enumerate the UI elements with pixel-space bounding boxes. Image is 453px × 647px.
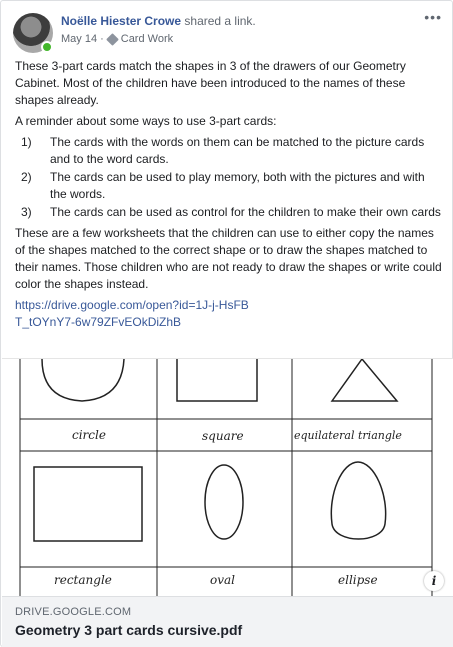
list-item-text: The cards with the words on them can be matched to the picture cards and to the word cards. bbox=[50, 135, 425, 166]
list-item bbox=[21, 134, 443, 168]
post-body bbox=[15, 58, 443, 331]
list-number: 2) bbox=[21, 170, 32, 184]
post-header bbox=[13, 11, 442, 51]
post-paragraph: These 3-part cards match the shapes in 3 of the drawers of our Geometry Cabinet. Most of the children have been introduced to the names of these shapes already. bbox=[15, 59, 406, 107]
list-item-text: The cards can be used as control for the children to make their own cards bbox=[50, 205, 441, 219]
online-status-dot bbox=[41, 41, 53, 53]
meta-separator: · bbox=[100, 33, 104, 45]
link-preview-image[interactable] bbox=[2, 358, 453, 596]
shared-action-text: shared a link. bbox=[184, 14, 256, 28]
link-preview-footer[interactable] bbox=[2, 596, 453, 647]
link-title[interactable]: Geometry 3 part cards cursive.pdf bbox=[15, 622, 243, 638]
info-icon[interactable]: i bbox=[424, 571, 444, 591]
list-number: 3) bbox=[21, 205, 32, 219]
label-ellipse: ellipse bbox=[338, 573, 378, 587]
shared-link[interactable]: https://drive.google.com/open?id=1J-j-HsFBT_tOYnY7-6w79ZFvEOkDiZhB bbox=[15, 298, 249, 329]
link-domain: DRIVE.GOOGLE.COM bbox=[15, 606, 132, 618]
more-options-icon[interactable]: ••• bbox=[424, 9, 442, 25]
circle-shape bbox=[42, 359, 124, 401]
post-meta bbox=[61, 32, 173, 46]
list-item bbox=[21, 204, 443, 221]
post-paragraph: A reminder about some ways to use 3-part cards: bbox=[15, 114, 277, 128]
triangle-shape bbox=[332, 359, 397, 401]
label-circle: circle bbox=[72, 428, 106, 442]
worksheet-preview bbox=[2, 359, 453, 596]
ellipse-shape bbox=[331, 462, 385, 539]
group-name[interactable]: Card Work bbox=[120, 33, 174, 45]
list-number: 1) bbox=[21, 135, 32, 149]
oval-shape bbox=[205, 465, 243, 539]
post-paragraph: These are a few worksheets that the children can use to either copy the names of the shapes matched to the correct shape or to draw the shapes matched to their names. Those children who are not ready to draw the shapes or write could color the shapes instead. bbox=[15, 226, 442, 291]
post-date[interactable]: May 14 bbox=[61, 33, 98, 45]
square-shape bbox=[177, 359, 257, 401]
group-icon bbox=[106, 33, 119, 46]
list-item-text: The cards can be used to play memory, both with the pictures and with the words. bbox=[50, 170, 425, 201]
usage-list bbox=[15, 134, 443, 221]
label-equilateral-triangle: equilateral triangle bbox=[294, 429, 402, 442]
label-rectangle: rectangle bbox=[54, 573, 112, 587]
author-name[interactable]: Noëlle Hiester Crowe bbox=[61, 14, 182, 28]
list-item bbox=[21, 169, 443, 203]
rectangle-shape bbox=[34, 467, 142, 541]
label-square: square bbox=[202, 429, 244, 443]
author-line bbox=[61, 13, 256, 29]
label-oval: oval bbox=[210, 573, 235, 587]
